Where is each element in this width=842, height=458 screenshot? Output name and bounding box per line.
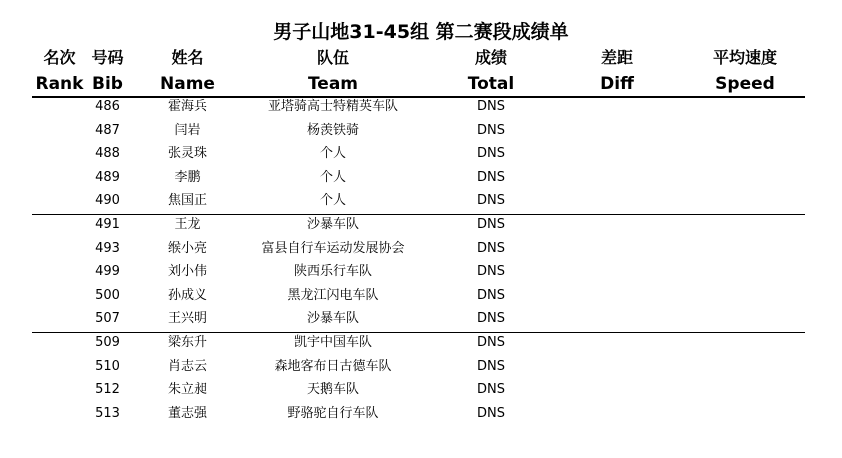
cell-total: DNS	[477, 358, 505, 374]
cell-name: 刘小伟	[167, 264, 207, 280]
header-bib-cn: 号码	[91, 48, 124, 67]
cell-total: DNS	[477, 264, 505, 280]
cell-bib: 487	[95, 122, 120, 138]
cell-team: 陕西乐行车队	[293, 264, 372, 280]
cell-bib: 489	[95, 169, 120, 185]
cell-name: 朱立昶	[167, 382, 207, 398]
cell-team: 森地客布日古德车队	[274, 358, 392, 374]
cell-bib: 486	[95, 99, 120, 114]
cell-team: 个人	[319, 169, 346, 185]
cell-team: 凯宇中国车队	[293, 334, 372, 350]
cell-total: DNS	[477, 216, 505, 232]
cell-name: 缑小亮	[167, 240, 207, 256]
cell-team: 黑龙江闪电车队	[287, 287, 379, 303]
cell-bib: 510	[95, 358, 120, 374]
table-row	[0, 356, 842, 380]
cell-total: DNS	[477, 405, 505, 421]
table-row	[0, 214, 842, 238]
cell-team: 沙暴车队	[306, 311, 359, 327]
header-team-en: Team	[307, 74, 359, 94]
cell-name: 霍海兵	[167, 99, 207, 114]
cell-bib: 491	[95, 216, 120, 232]
cell-bib: 500	[95, 287, 120, 303]
cell-team: 天鹅车队	[306, 382, 359, 398]
table-row	[0, 143, 842, 167]
header-speed-en: Speed	[715, 74, 775, 94]
header-name-en: Name	[160, 74, 215, 94]
cell-bib: 488	[95, 146, 120, 162]
header-total-cn: 成绩	[474, 48, 507, 67]
table-row	[0, 96, 842, 120]
cell-total: DNS	[477, 99, 505, 114]
header-diff-en: Diff	[600, 74, 634, 94]
header-team-cn: 队伍	[316, 48, 349, 67]
cell-bib: 513	[95, 405, 120, 421]
table-row	[0, 285, 842, 309]
cell-bib: 499	[95, 264, 120, 280]
header-speed-cn: 平均速度	[712, 48, 777, 67]
cell-total: DNS	[477, 240, 505, 256]
header-name-cn: 姓名	[171, 48, 204, 67]
cell-team: 个人	[319, 146, 346, 162]
table-row	[0, 403, 842, 427]
header-bib-en: Bib	[92, 74, 123, 94]
header-diff-cn: 差距	[600, 48, 633, 67]
cell-bib: 509	[95, 334, 120, 350]
header-total-en: Total	[467, 74, 515, 94]
table-row	[0, 120, 842, 144]
cell-name: 梁东升	[167, 334, 207, 350]
page-title: 男子山地31-45组 第二赛段成绩单	[273, 21, 569, 43]
cell-team: 杨羡铁骑	[306, 122, 359, 138]
cell-team: 亚塔骑高士特精英车队	[267, 99, 398, 114]
cell-name: 张灵珠	[167, 146, 207, 162]
cell-total: DNS	[477, 146, 505, 162]
cell-bib: 512	[95, 382, 120, 398]
cell-name: 王龙	[174, 216, 201, 232]
cell-total: DNS	[477, 122, 505, 138]
table-row	[0, 308, 842, 332]
cell-total: DNS	[477, 334, 505, 350]
header-rank-cn: 名次	[43, 48, 76, 67]
cell-name: 王兴明	[167, 311, 207, 327]
table-row	[0, 379, 842, 403]
cell-total: DNS	[477, 311, 505, 327]
cell-bib: 490	[95, 193, 120, 209]
cell-name: 焦国正	[167, 193, 207, 209]
table-row	[0, 167, 842, 191]
table-row	[0, 238, 842, 262]
cell-bib: 493	[95, 240, 120, 256]
cell-name: 闫岩	[174, 122, 201, 138]
results-table	[0, 96, 842, 426]
cell-team: 富县自行车运动发展协会	[261, 240, 405, 256]
cell-team: 个人	[319, 193, 346, 209]
cell-total: DNS	[477, 169, 505, 185]
cell-name: 肖志云	[167, 358, 207, 374]
cell-total: DNS	[477, 382, 505, 398]
cell-name: 董志强	[167, 405, 207, 421]
table-row	[0, 332, 842, 356]
header-rank-en: Rank	[35, 74, 84, 94]
cell-bib: 507	[95, 311, 120, 327]
cell-team: 沙暴车队	[306, 216, 359, 232]
cell-team: 野骆驼自行车队	[287, 405, 379, 421]
cell-total: DNS	[477, 193, 505, 209]
cell-total: DNS	[477, 287, 505, 303]
cell-name: 孙成义	[167, 287, 207, 303]
table-row	[0, 190, 842, 214]
table-row	[0, 261, 842, 285]
cell-name: 李鹏	[174, 169, 201, 185]
